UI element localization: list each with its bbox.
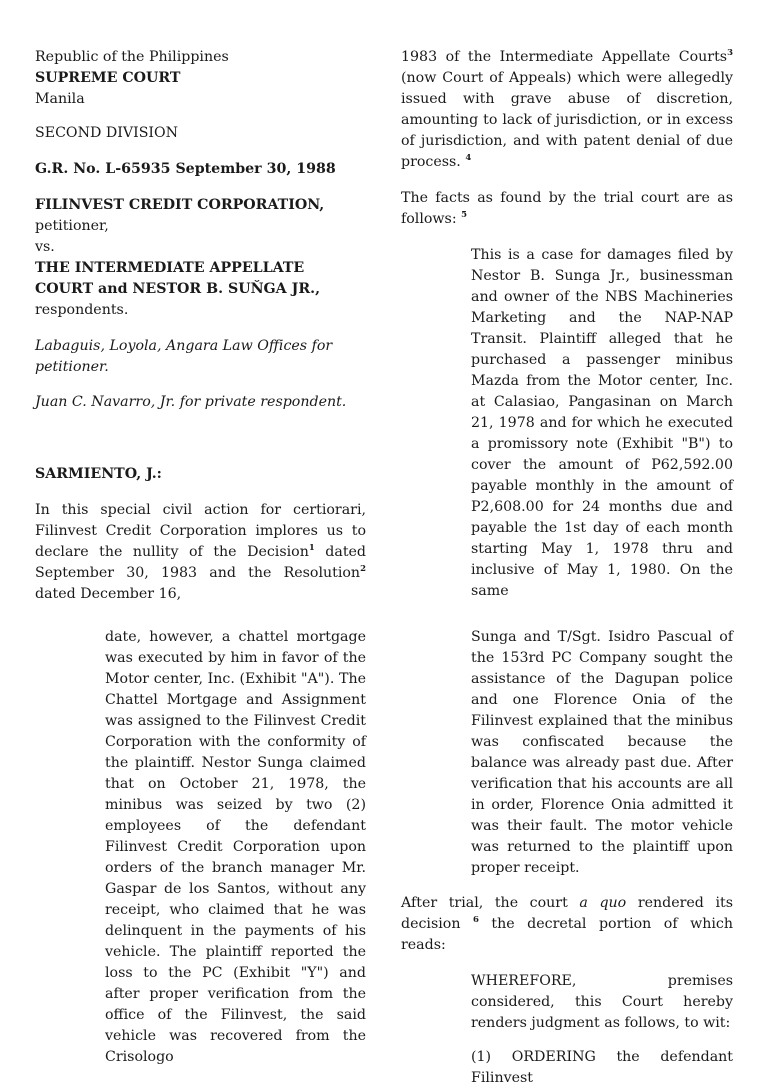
after-text-3: the decretal portion of which reads: [401,916,733,953]
gr-number: G.R. No. L-65935 September 30, 1988 [35,161,336,177]
respondents-role: respondents. [35,302,129,318]
intro-text-1: In this special civil action for certiorari, Filinvest Credit Corporation implores us to declare the nullity of the Decision [35,502,366,560]
footnote-ref-2[interactable]: 2 [360,564,366,574]
respondent-counsel: Juan C. Navarro, Jr. for private respondent. [35,394,347,410]
republic-line: Republic of the Philippines [35,49,229,65]
intro-continued [401,47,733,173]
footnote-ref-4[interactable]: 4 [465,153,472,163]
after-text-1: After trial, the court [401,895,568,911]
petitioner-name: FILINVEST CREDIT CORPORATION, [35,197,325,213]
quote-part-3: Sunga and T/Sgt. Isidro Pascual of the 153rd PC Company sought the assistance of the Dagupan police and one Florence Onia of the Filinvest explained that the minibus was confiscated because the balance was already past due. After verification that his accounts are all in order, Florence Onia admitted it was their fault. The motor vehicle was returned to the plaintiff upon proper receipt. [471,629,733,876]
intro-text-3: dated December 16, [35,586,182,602]
petitioner-counsel: Labaguis, Loyola, Angara Law Offices for petitioner. [35,338,333,375]
intro-paragraph [35,500,366,605]
bottom-right-column [401,627,733,1089]
footnote-ref-6[interactable]: 6 [472,915,479,925]
top-right-column [401,47,733,602]
petitioner-role: petitioner, [35,218,109,234]
facts-intro-text: The facts as found by the trial court are as follows: [401,190,733,227]
respondents-line [35,258,360,321]
after-trial-paragraph [401,893,733,956]
quote-part-2: date, however, a chattel mortgage was executed by him in favor of the Motor center, Inc. (Exhibit "A"). The Chattel Mortgage and Assignment was assigned to the Filinvest Credit Corporation with the conformity of the plaintiff. Nestor Sunga claimed that on October 21, 1978, the minibus was seized by two (2) employees of the defendant Filinvest Credit Corporation upon orders of the branch manager Mr. Gaspar de los Santos, without any receipt, who claimed that he was delinquent in the payments of his vehicle. The plaintiff reported the loss to the PC (Exhibit "Y") and after proper verification from the office of the Filinvest, the said vehicle was recovered from the Crisologo [105,629,366,1065]
respondents-name: THE INTERMEDIATE APPELLATE COURT and NESTOR B. SUŇGA JR., [35,260,321,297]
cont-text-1: 1983 of the Intermediate Appellate Courts [401,49,728,65]
bottom-left-column [105,627,366,1068]
cont-text-2: (now Court of Appeals) which were allegedly issued with grave abuse of discretion, amounting to lack of jurisdiction, or in excess of jurisdiction, and with patent denial of due process. [401,70,733,170]
quote-part-1: This is a case for damages filed by Nestor B. Sunga Jr., businessman and owner of the NBS Machineries Marketing and the NAP-NAP Transit. Plaintiff alleged that he purchased a passenger minibus Mazda from the Motor center, Inc. at Calasiao, Pangasinan on March 21, 1978 and for which he executed a promissory note (Exhibit "B") to cover the amount of P62,592.00 payable monthly in the amount of P2,608.00 for 24 months due and payable the 1st day of each month starting May 1, 1978 thru and inclusive of May 1, 1980. On the same [471,247,733,599]
division-line: SECOND DIVISION [35,125,179,141]
versus: vs. [35,239,55,255]
ordering-paragraph: (1) ORDERING the defendant Filinvest [471,1049,733,1086]
wherefore-paragraph: WHEREFORE, premises considered, this Court hereby renders judgment as follows, to wit: [471,973,733,1031]
top-left-column [35,47,366,605]
footnote-ref-1[interactable]: 1 [308,543,315,553]
ponente: SARMIENTO, J.: [35,466,162,482]
after-text-2: rendered its decision [401,895,733,932]
facts-intro [401,188,733,230]
a-quo: a quo [567,895,627,911]
court-name: SUPREME COURT [35,70,181,86]
intro-text-2: dated September 30, 1983 and the Resolution [35,544,367,581]
petitioner-line [35,195,366,237]
footnote-ref-3[interactable]: 3 [727,48,733,58]
court-city: Manila [35,91,85,107]
footnote-ref-5[interactable]: 5 [461,210,468,220]
